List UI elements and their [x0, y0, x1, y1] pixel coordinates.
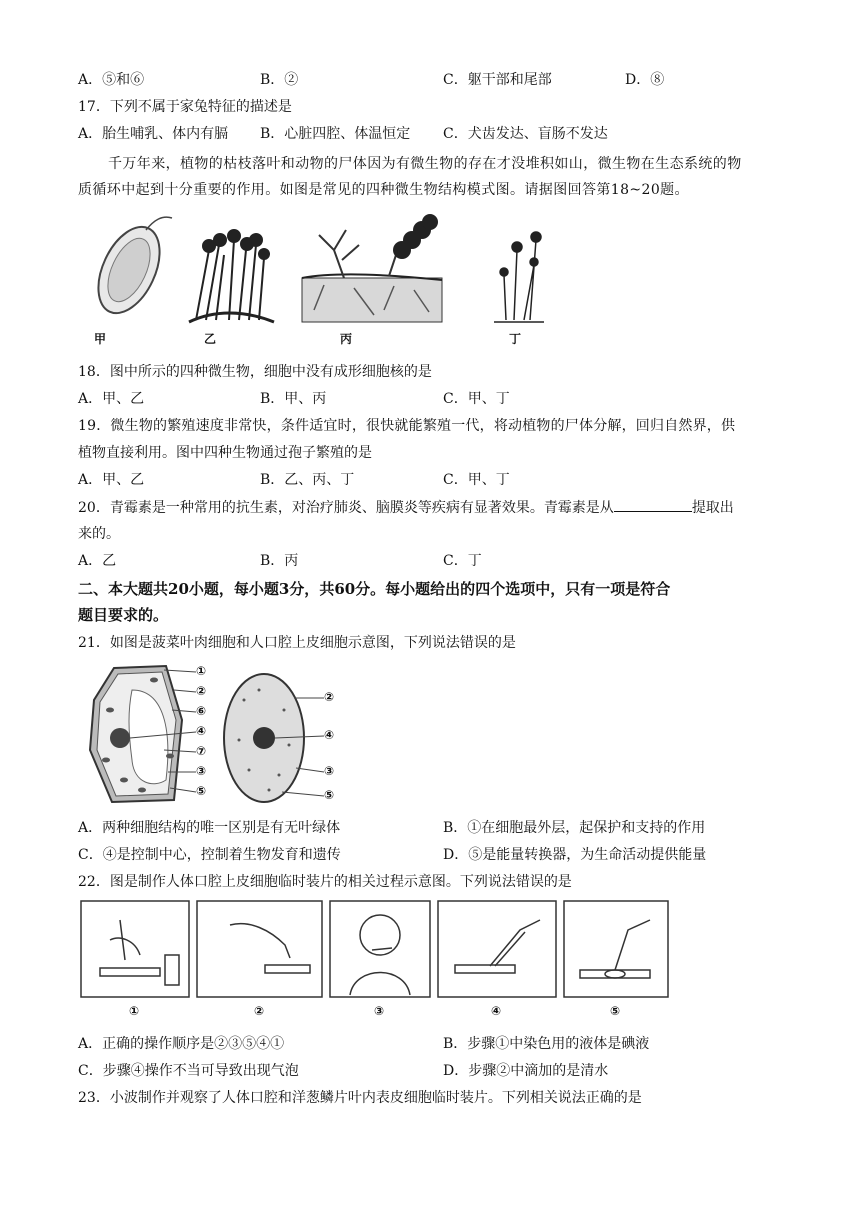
- microbes-illustration: [84, 210, 554, 348]
- q20-option-b: B．丙: [260, 553, 299, 569]
- q17-option-c: C．犬齿发达、盲肠不发达: [443, 126, 608, 142]
- slide-steps-figure: [80, 900, 670, 1028]
- q20-stem-part-1: 20．青霉素是一种常用的抗生素，对治疗肺炎、脑膜炎等疾病有显著效果。青霉素是从: [78, 500, 614, 516]
- cell-diagrams-illustration: [84, 660, 354, 808]
- animal-cell-label-5: ⑤: [324, 788, 335, 802]
- plant-cell-label-4: ④: [196, 724, 207, 738]
- q21-option-d: D．⑤是能量转换器，为生命活动提供能量: [443, 847, 707, 863]
- plant-cell-label-7: ⑦: [196, 744, 207, 758]
- q23-stem: 23．小波制作并观察了人体口腔和洋葱鳞片叶内表皮细胞临时装片。下列相关说法正确的是: [78, 1090, 642, 1106]
- step-label-5: ⑤: [610, 1004, 621, 1018]
- step-label-3: ③: [374, 1004, 385, 1018]
- plant-cell-drawing: [90, 666, 196, 802]
- q21-option-b: B．①在细胞最外层，起保护和支持的作用: [443, 820, 706, 836]
- microbe-label-ding: 丁: [509, 332, 522, 346]
- q20-blank: [614, 497, 692, 512]
- q18-stem: 18．图中所示的四种微生物，细胞中没有成形细胞核的是: [78, 364, 432, 380]
- q16-option-c: C．躯干部和尾部: [443, 72, 552, 88]
- rhizopus-drawing: [494, 232, 544, 322]
- plant-cell-label-6: ⑥: [196, 704, 207, 718]
- animal-cell-label-2: ②: [324, 690, 335, 704]
- q16-option-a: A．⑤和⑥: [78, 72, 145, 88]
- plant-cell-label-1: ①: [196, 664, 207, 678]
- q20-option-c: C．丁: [443, 553, 482, 569]
- cell-diagrams-figure: [84, 660, 354, 808]
- q21-stem: 21．如图是菠菜叶肉细胞和人口腔上皮细胞示意图，下列说法错误的是: [78, 635, 516, 651]
- plant-cell-label-3: ③: [196, 764, 207, 778]
- q19-option-c: C．甲、丁: [443, 472, 510, 488]
- q18-option-a: A．甲、乙: [78, 391, 145, 407]
- q20-stem-line-2: 来的。: [78, 526, 120, 542]
- step-label-1: ①: [129, 1004, 140, 1018]
- microbe-label-bing: 丙: [340, 332, 353, 346]
- passage-line-1: 千万年来，植物的枯枝落叶和动物的尸体因为有微生物的存在才没堆积如山，微生物在生态系统的物: [108, 156, 742, 172]
- step-label-2: ②: [254, 1004, 265, 1018]
- microbe-label-yi: 乙: [204, 332, 217, 346]
- animal-cell-label-4: ④: [324, 728, 335, 742]
- q18-option-c: C．甲、丁: [443, 391, 510, 407]
- q20-stem-line-1: [78, 497, 734, 518]
- q22-stem: 22．图是制作人体口腔上皮细胞临时装片的相关过程示意图。下列说法错误的是: [78, 874, 572, 890]
- q19-option-a: A．甲、乙: [78, 472, 145, 488]
- q21-option-a: A．两种细胞结构的唯一区别是有无叶绿体: [78, 820, 341, 836]
- q19-stem-line-2: 植物直接利用。图中四种生物通过孢子繁殖的是: [78, 445, 372, 461]
- animal-cell-label-3: ③: [324, 764, 335, 778]
- passage-line-2: 质循环中起到十分重要的作用。如图是常见的四种微生物结构模式图。请据图回答第18~20题。: [78, 182, 689, 198]
- q22-option-d: D．步骤②中滴加的是清水: [443, 1063, 609, 1079]
- q17-option-b: B．心脏四腔、体温恒定: [260, 126, 411, 142]
- step-label-4: ④: [491, 1004, 502, 1018]
- q20-stem-part-2: 提取出: [691, 500, 734, 516]
- q22-option-b: B．步骤①中染色用的液体是碘液: [443, 1036, 650, 1052]
- microbe-label-jia: 甲: [94, 332, 107, 346]
- section-2-heading-line-2: 题目要求的。: [78, 606, 169, 624]
- q19-stem-line-1: 19．微生物的繁殖速度非常快，条件适宜时，很快就能繁殖一代，将动植物的尸体分解，回归自然界，供: [78, 418, 736, 434]
- bacterium-drawing: [86, 217, 172, 323]
- q20-option-a: A．乙: [78, 553, 117, 569]
- plant-cell-label-5: ⑤: [196, 784, 207, 798]
- q22-option-a: A．正确的操作顺序是②③⑤④①: [78, 1036, 285, 1052]
- q17-option-a: A．胎生哺乳、体内有膈: [78, 126, 229, 142]
- q17-stem: 17．下列不属于家兔特征的描述是: [78, 99, 292, 115]
- microbes-figure: [84, 210, 554, 348]
- q22-option-c: C．步骤④操作不当可导致出现气泡: [78, 1063, 299, 1079]
- q19-option-b: B．乙、丙、丁: [260, 472, 355, 488]
- mold-drawing: [189, 230, 274, 322]
- section-2-heading-line-1: 二、本大题共20小题，每小题3分，共60分。每小题给出的四个选项中，只有一项是符合: [78, 580, 671, 598]
- fungus-drawing: [302, 214, 442, 322]
- q21-option-c: C．④是控制中心，控制着生物发育和遗传: [78, 847, 341, 863]
- q18-option-b: B．甲、丙: [260, 391, 327, 407]
- q16-option-d: D．⑧: [625, 72, 665, 88]
- q16-option-b: B．②: [260, 72, 299, 88]
- plant-cell-label-2: ②: [196, 684, 207, 698]
- animal-cell-drawing: [224, 674, 324, 802]
